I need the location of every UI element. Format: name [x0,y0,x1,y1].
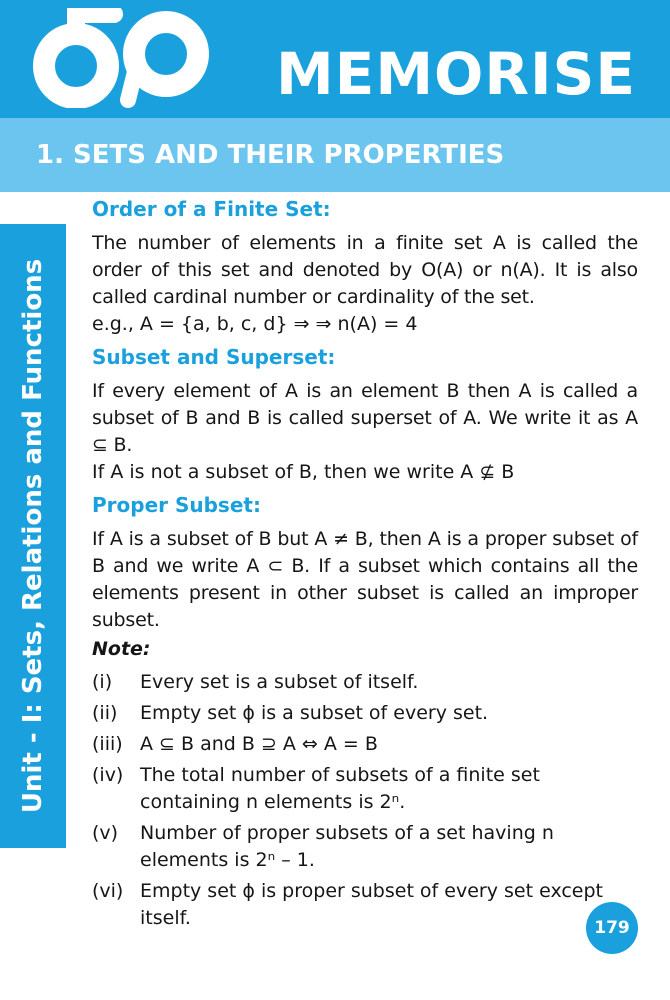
list-item-number: (iii) [92,733,123,755]
proper-subset-text: If A is a subset of B but A ≠ B, then A is a proper subset of B and we write A ⊂ B. If a subset which contains all the elements present in other subset is called an improper subset. [92,528,638,631]
list-item [92,820,638,874]
list-item-text: Empty set ϕ is a subset of every set. [140,702,489,724]
main-content [92,196,638,936]
list-item-text: The total number of subsets of a finite set containing n elements is 2ⁿ. [140,764,540,813]
list-item-number: (vi) [92,880,124,902]
list-item-number: (i) [92,671,113,693]
subset-text: If every element of A is an element B then A is called a subset of B and B is called superset of A. We write it as A ⊆ B. [92,380,638,456]
section-title: 1. SETS AND THEIR PROPERTIES [36,140,505,170]
order-text: The number of elements in a finite set A is called the order of this set and denoted by O(A) or n(A). It is also called cardinal number or cardinality of the set. [92,232,638,308]
header-bar [0,0,670,118]
list-item [92,731,638,758]
list-item-number: (iv) [92,764,124,786]
list-item [92,878,638,932]
list-item-number: (v) [92,822,119,844]
unit-sidebar-label: Unit - I: Sets, Relations and Functions [18,258,48,814]
list-item [92,669,638,696]
logo-icon [18,8,218,108]
order-example: e.g., A = {a, b, c, d} ⇒ ⇒ n(A) = 4 [92,313,418,335]
heading-order: Order of a Finite Set: [92,197,331,221]
list-item-text: Every set is a subset of itself. [140,671,419,693]
list-item-text: Empty set ϕ is proper subset of every set except itself. [140,880,603,929]
note-label: Note: [92,638,151,660]
list-item-number: (ii) [92,702,118,724]
list-item-text: Number of proper subsets of a set having n elements is 2ⁿ – 1. [140,822,554,871]
subset-text-2: If A is not a subset of B, then we write A ⊈ B [92,461,515,483]
page-number-badge: 179 [586,902,638,954]
list-item-text: A ⊆ B and B ⊇ A ⇔ A = B [140,733,378,755]
list-item [92,700,638,727]
header-title: MEMORISE [276,40,636,108]
heading-proper-subset: Proper Subset: [92,493,261,517]
heading-subset: Subset and Superset: [92,345,336,369]
list-item [92,762,638,816]
